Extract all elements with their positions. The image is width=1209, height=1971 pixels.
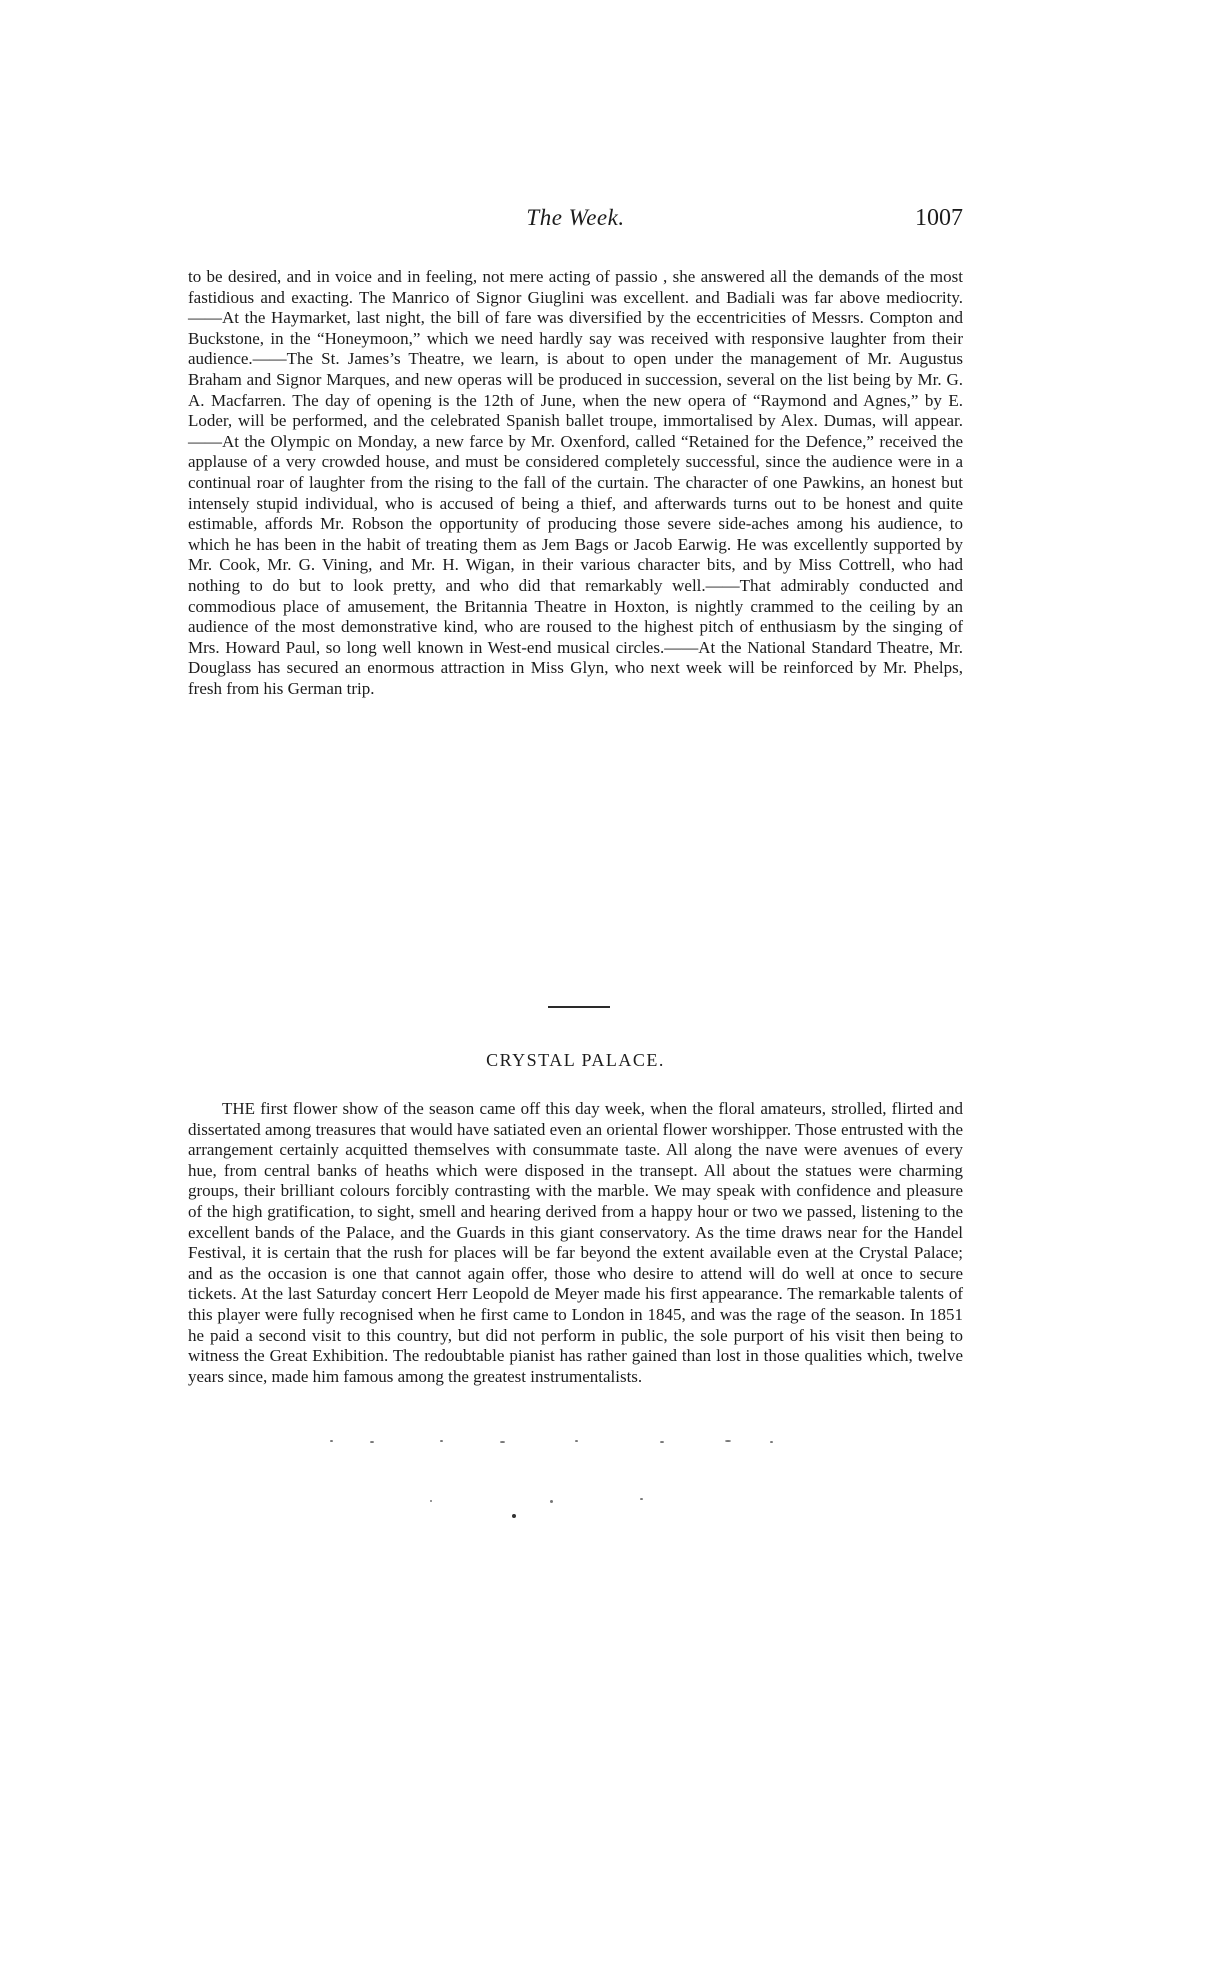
ink-speck xyxy=(575,1440,578,1442)
ink-speck xyxy=(640,1498,643,1500)
page-header xyxy=(188,205,963,241)
section-title: CRYSTAL PALACE. xyxy=(486,1050,665,1070)
ink-speck xyxy=(512,1514,516,1518)
ink-speck xyxy=(660,1441,664,1443)
theatre-notes-paragraph: to be desired, and in voice and in feeling, not mere acting of passio , she answered all the demands of the most fastidious and exacting. The Manrico of Signor Giuglini was excellent. and Badiali was far above mediocrity.——At the Haymarket, last night, the bill of fare was diversified by the eccentricities of Messrs. Compton and Buckstone, in the “Honeymoon,” which we need hardly say was received with responsive laughter from their audience.——The St. James’s Theatre, we learn, is about to open under the management of Mr. Augustus Braham and Signor Marques, and new operas will be produced in succession, several on the list being by Mr. G. A. Macfarren. The day of opening is the 12th of June, when the new opera of “Raymond and Agnes,” by E. Loder, will be performed, and the celebrated Spanish ballet troupe, immortalised by Alex. Dumas, will appear.——At the Olympic on Monday, a new farce by Mr. Oxenford, called “Retained for the Defence,” received the applause of a very crowded house, and must be considered completely successful, since the audience were in a continual roar of laughter from the rising to the fall of the curtain. The character of one Pawkins, an honest but intensely stupid individual, who is accused of being a thief, and afterwards turns out to be honest and quite estimable, affords Mr. Robson the opportunity of producing those severe side-aches among his audience, to which he has been in the habit of treating them as Jem Bags or Jacob Earwig. He was excellently supported by Mr. Cook, Mr. G. Vining, and Mr. H. Wigan, in their various character bits, and by Miss Cottrell, who had nothing to do but to look pretty, and who did that remarkably well.——That admirably conducted and commodious place of amusement, the Britannia Theatre in Hoxton, is nightly crammed to the ceiling by an audience of the most demonstrative kind, who are roused to the highest pitch of enthusiasm by the singing of Mrs. Howard Paul, so long well known in West-end musical circles.——At the National Standard Theatre, Mr. Douglass has secured an enormous attraction in Miss Glyn, who next week will be reinforced by Mr. Phelps, fresh from his German trip. xyxy=(188,267,963,698)
running-head: The Week. xyxy=(526,205,625,230)
print-specks-decoration xyxy=(330,1440,850,1550)
ink-speck xyxy=(330,1440,333,1442)
ink-speck xyxy=(725,1440,731,1442)
ink-speck xyxy=(550,1500,553,1503)
page-number: 1007 xyxy=(915,205,963,231)
ink-speck xyxy=(370,1441,374,1443)
ink-speck xyxy=(430,1500,432,1502)
ink-speck xyxy=(440,1440,443,1442)
section-divider-rule xyxy=(548,1006,610,1008)
ink-speck xyxy=(500,1441,505,1443)
ink-speck xyxy=(770,1441,773,1443)
crystal-palace-paragraph: THE first flower show of the season came off this day week, when the floral amateurs, strolled, flirted and dissertated among treasures that would have satiated even an oriental flower worshipper. Those entrusted with the arrangement certainly acquitted themselves with consummate taste. All along the nave were avenues of every hue, from central banks of heaths which were disposed in the transept. All about the statues were charming groups, their brilliant colours forcibly contrasting with the marble. We may speak with confidence and pleasure of the high gratification, to sight, smell and hearing derived from a happy hour or two we passed, listening to the excellent bands of the Palace, and the Guards in this giant conservatory. As the time draws near for the Handel Festival, it is certain that the rush for places will be far beyond the extent available even at the Crystal Palace; and as the occasion is one that cannot again offer, those who desire to attend will do well at once to secure tickets. At the last Saturday concert Herr Leopold de Meyer made his first appearance. The remarkable talents of this player were fully recognised when he first came to London in 1845, and was the rage of the season. In 1851 he paid a second visit to this country, but did not perform in public, the sole purport of his visit then being to witness the Great Exhibition. The redoubtable pianist has rather gained than lost in those qualities which, twelve years since, made him famous among the greatest instrumentalists. xyxy=(188,1099,963,1386)
